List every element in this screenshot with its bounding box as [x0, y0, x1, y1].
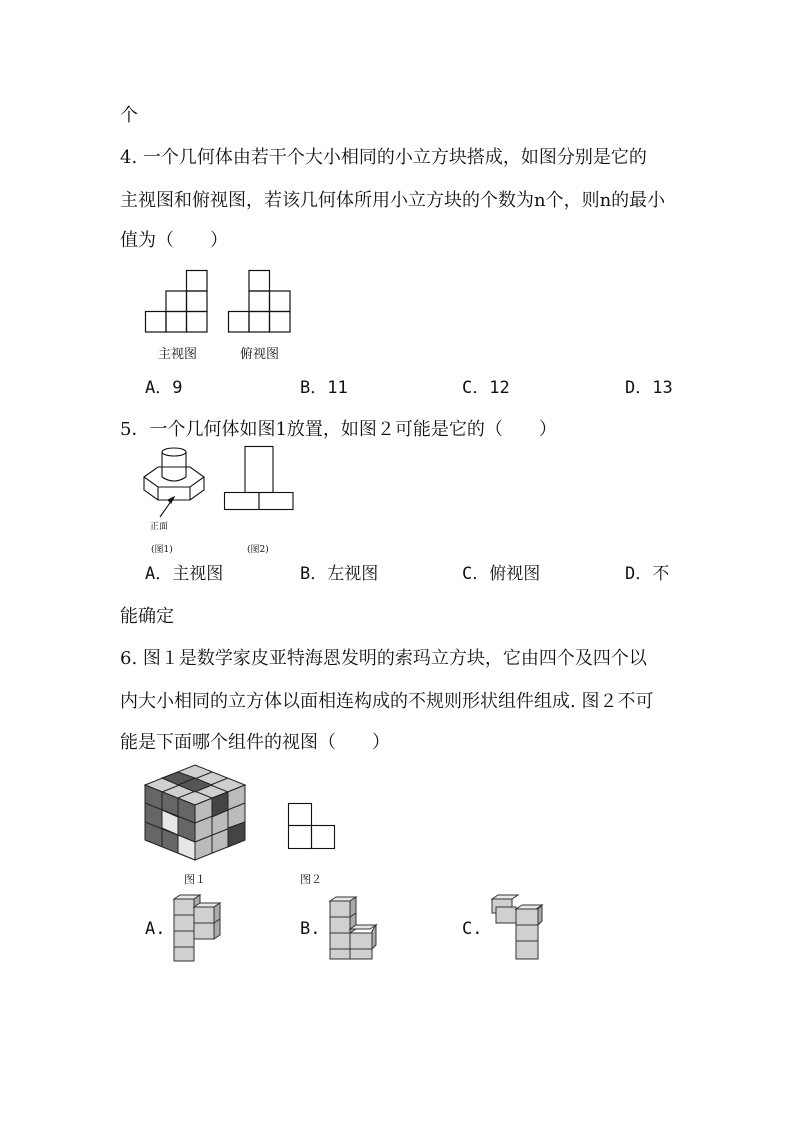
q4-line-2: 主视图和俯视图，若该几何体所用小立方块的个数为n个，则n的最小: [120, 190, 666, 211]
q6-option-c: C.: [462, 919, 483, 939]
q5-line-1: 5．一个几何体如图1放置，如图２可能是它的（ ）: [120, 419, 557, 440]
q5-option-c: C．俯视图: [462, 564, 541, 584]
q6-line-2: 内大小相同的立方体以面相连构成的不规则形状组件组成. 图２不可: [120, 691, 654, 712]
q5-fig2-view-drawing: [224, 446, 294, 512]
q6-option-a-component: [170, 893, 230, 965]
q6-caption-fig2: 图２: [300, 873, 322, 886]
q6-caption-fig1: 图１: [184, 873, 206, 886]
q5-fig1-solid-drawing: [138, 445, 213, 530]
q4-caption-top-view: 俯视图: [240, 347, 280, 362]
q5-option-d-continuation: 能确定: [120, 606, 174, 627]
q4-top-view-figure: [228, 270, 293, 335]
q4-option-c: C．12: [462, 378, 510, 398]
q4-line-1: 4. 一个几何体由若干个大小相同的小立方块搭成，如图分别是它的: [120, 147, 647, 168]
q6-fig2-view-drawing: [288, 803, 338, 851]
q4-option-a: A．9: [145, 378, 183, 398]
q6-option-a: A.: [145, 919, 166, 939]
q5-caption-fig1: (图1): [151, 545, 173, 555]
q4-option-d: D．13: [625, 378, 673, 398]
q5-label-front-face: 正面: [150, 522, 169, 532]
q6-option-b: B.: [300, 919, 321, 939]
q5-caption-fig2: (图2): [247, 545, 269, 555]
continuation-text: 个: [120, 105, 138, 126]
q5-option-b: B．左视图: [300, 564, 379, 584]
q4-option-b: B．11: [300, 378, 348, 398]
q6-line-1: 6. 图１是数学家皮亚特海恩发明的索玛立方块，它由四个及四个以: [120, 648, 647, 669]
q6-fig1-soma-cube: [140, 765, 250, 865]
q6-option-b-component: [326, 895, 386, 965]
q4-front-view-figure: [145, 270, 210, 335]
q6-option-c-component: [488, 893, 548, 965]
q4-line-3: 值为（ ）: [120, 230, 228, 251]
q4-caption-front-view: 主视图: [158, 347, 198, 362]
q5-option-a: A．主视图: [145, 564, 224, 584]
q5-option-d: D．不: [625, 564, 670, 584]
q6-line-3: 能是下面哪个组件的视图（ ）: [120, 732, 390, 753]
